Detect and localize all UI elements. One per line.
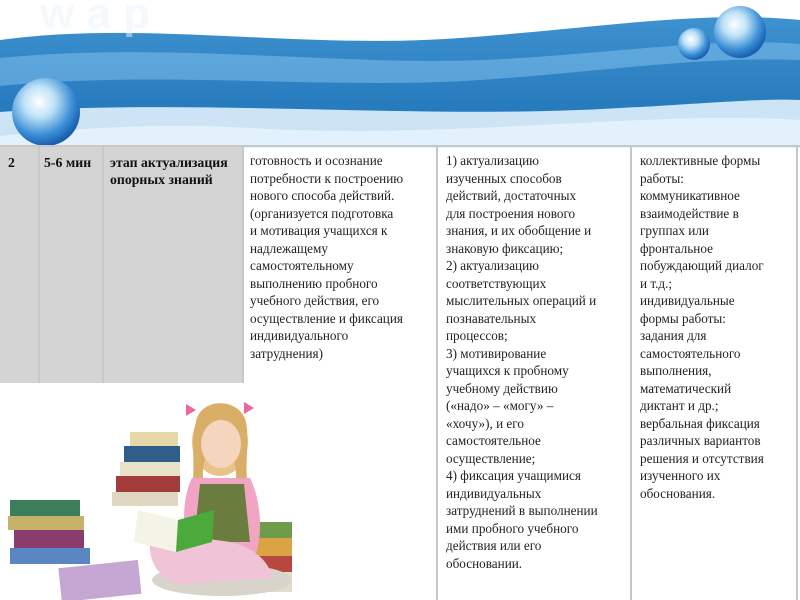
forms-line: коммуникативное [640, 188, 740, 203]
content-line: изученных способов [446, 170, 562, 186]
forms-line: и т.д.; [640, 275, 673, 291]
forms-line: фронтальное [640, 240, 713, 256]
content-line: («надо» – «могу» – [446, 398, 554, 413]
goals-text [250, 152, 436, 362]
content-line: учащихся к пробному [446, 363, 569, 378]
goals-line: выполнению пробного [250, 275, 378, 291]
forms-line: математический [640, 380, 732, 396]
column-divider [796, 145, 798, 600]
goals-line: осуществление и фиксация [250, 310, 403, 326]
girl-reading-illustration [0, 392, 292, 600]
table-top-border [0, 145, 800, 147]
column-divider [38, 145, 40, 383]
forms-line: вербальная фиксация [640, 415, 760, 431]
book-stack-left [8, 500, 141, 600]
content-line: осуществление; [446, 450, 536, 466]
column-divider [242, 145, 244, 383]
forms-text [640, 152, 796, 502]
content-line: процессов; [446, 328, 508, 343]
forms-line: обоснования. [640, 485, 716, 501]
forms-line: формы работы: [640, 310, 726, 326]
number-cell [0, 145, 38, 383]
forms-line: побуждающий диалог [640, 258, 764, 273]
content-line: 4) фиксация учащимися [446, 468, 581, 483]
svg-text:w a p: w a p [40, 0, 151, 38]
content-line: 3) мотивирование [446, 345, 547, 361]
forms-line: взаимодействие в [640, 205, 739, 221]
row-number: 2 [8, 155, 15, 170]
forms-line: группах или [640, 223, 709, 238]
forms-line: коллективные формы [640, 153, 761, 168]
forms-line: самостоятельного [640, 345, 741, 361]
content-line: индивидуальных [446, 485, 542, 501]
sphere-small [678, 28, 710, 60]
content-line: затруднений в выполнении [446, 503, 598, 518]
sphere-right [714, 6, 766, 58]
content-line: для построения нового [446, 205, 576, 221]
content-text [446, 152, 630, 572]
sphere-large [12, 78, 80, 146]
forms-line: работы: [640, 170, 684, 186]
content-line: «хочу»), и его [446, 415, 524, 431]
content-line: знания, и их обобщение и [446, 223, 592, 238]
time-value: 5-6 мин [44, 155, 92, 170]
forms-line: задания для [640, 328, 707, 343]
forms-line: индивидуальные [640, 293, 735, 308]
content-line: самостоятельное [446, 433, 541, 448]
content-line: учебному действию [446, 380, 558, 396]
forms-line: выполнения, [640, 363, 712, 378]
header-banner [0, 0, 800, 148]
goals-line: самостоятельному [250, 258, 354, 273]
goals-line: нового способа действий. [250, 188, 395, 203]
goals-line: надлежащему [250, 240, 328, 256]
content-line: действия или его [446, 538, 542, 553]
goals-line: (организуется подготовка [250, 205, 394, 221]
goals-line: учебного действия, его [250, 293, 380, 308]
content-line: 2) актуализацию [446, 258, 540, 273]
column-divider [630, 145, 632, 600]
content-line: познавательных [446, 310, 537, 326]
content-line: ими пробного учебного [446, 520, 579, 536]
stage-name: этап актуализация опорных знаний [110, 155, 228, 187]
content-line: мыслительных операций и [446, 293, 597, 308]
goals-line: потребности к построению [250, 170, 404, 186]
column-divider [436, 145, 438, 600]
content-line: соответствующих [446, 275, 547, 291]
content-line: обосновании. [446, 555, 523, 571]
goals-line: и мотивация учащихся к [250, 223, 388, 238]
content-line: 1) актуализацию [446, 153, 540, 168]
content-line: действий, достаточных [446, 188, 577, 203]
goals-line: готовность и осознание [250, 153, 383, 168]
goals-line: индивидуального [250, 328, 349, 343]
forms-line: диктант и др.; [640, 398, 719, 413]
time-cell [40, 145, 102, 383]
goals-line: затруднения) [250, 345, 324, 361]
forms-line: изученного их [640, 468, 721, 483]
book-stack-center [112, 432, 180, 506]
forms-line: решения и отсутствия [640, 450, 764, 466]
forms-line: различных вариантов [640, 433, 761, 448]
content-line: знаковую фиксацию; [446, 240, 564, 256]
wave-banner-graphic [0, 0, 800, 148]
column-divider [102, 145, 104, 383]
